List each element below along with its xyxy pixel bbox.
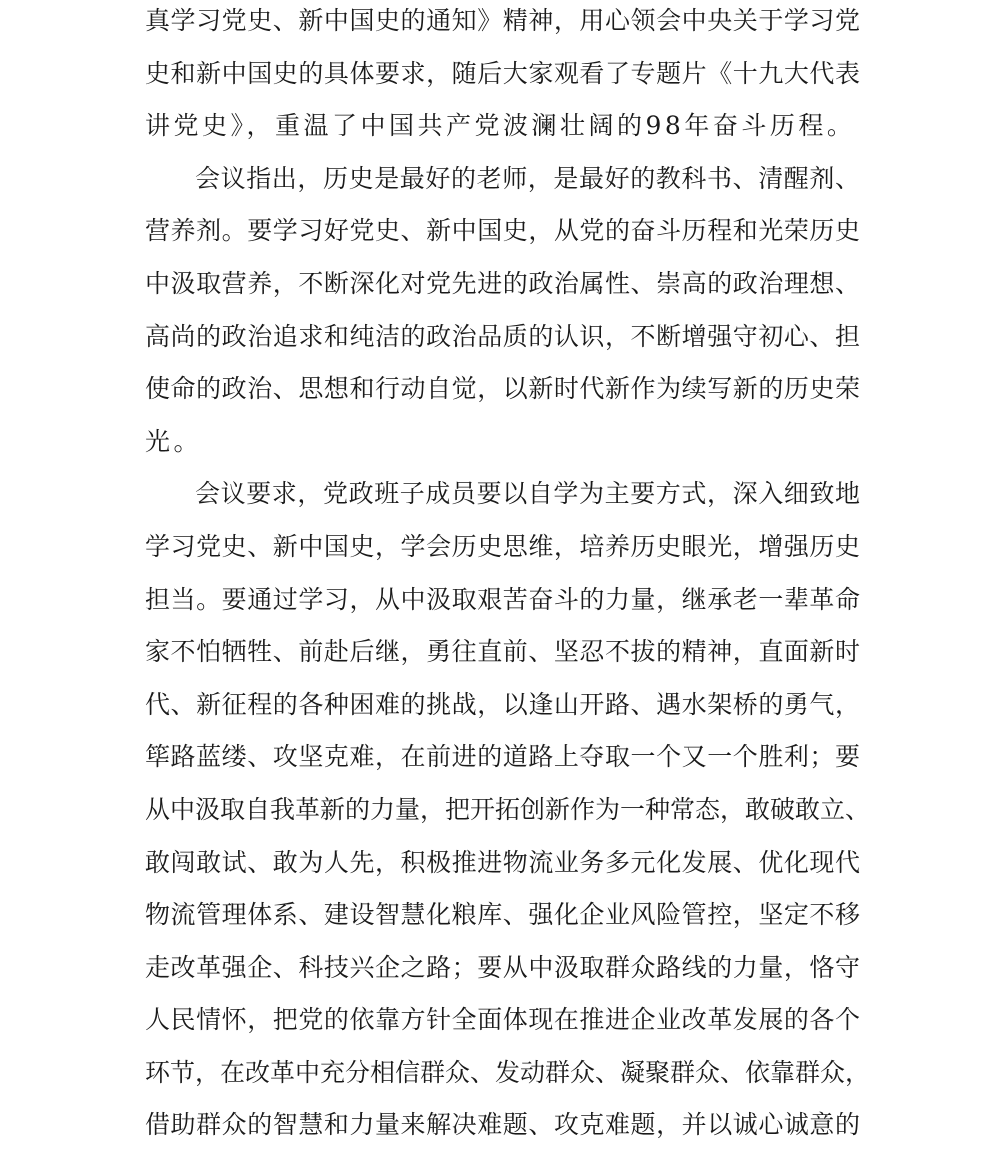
text-line: 营养剂。要学习好党史、新中国史，从党的奋斗历程和光荣历史 xyxy=(145,216,860,246)
text-line: 代、新征程的各种困难的挑战，以逢山开路、遇水架桥的勇气， xyxy=(145,689,860,719)
text-line: 光。 xyxy=(145,426,203,456)
text-line: 学习党史、新中国史，学会历史思维，培养历史眼光，增强历史 xyxy=(145,531,860,561)
text-line: 真学习党史、新中国史的通知》精神，用心领会中央关于学习党 xyxy=(145,6,860,35)
text-line: 环节，在改革中充分相信群众、发动群众、凝聚群众、依靠群众， xyxy=(145,1057,871,1087)
text-line: 敢闯敢试、敢为人先，积极推进物流业务多元化发展、优化现代 xyxy=(145,847,860,877)
text-line: 家不怕牺牲、前赴后继，勇往直前、坚忍不拔的精神，直面新时 xyxy=(145,637,860,667)
text-line: 讲党史》，重温了中国共产党波澜壮阔的98年奋斗历程。 xyxy=(145,111,856,141)
document-page xyxy=(145,0,871,1152)
text-line: 人民情怀，把党的依靠方针全面体现在推进企业改革发展的各个 xyxy=(145,1005,860,1035)
text-line: 史和新中国史的具体要求，随后大家观看了专题片《十九大代表 xyxy=(145,58,860,88)
text-line: 物流管理体系、建设智慧化粮库、强化企业风险管控，坚定不移 xyxy=(145,900,860,930)
text-line: 使命的政治、思想和行动自觉，以新时代新作为续写新的历史荣 xyxy=(145,374,860,404)
text-line: 走改革强企、科技兴企之路；要从中汲取群众路线的力量，恪守 xyxy=(145,952,860,982)
text-line: 担当。要通过学习，从中汲取艰苦奋斗的力量，继承老一辈革命 xyxy=(145,584,860,614)
paragraph-first-line: 会议要求，党政班子成员要以自学为主要方式，深入细致地 xyxy=(195,479,860,509)
text-line: 中汲取营养，不断深化对党先进的政治属性、崇高的政治理想、 xyxy=(145,268,860,298)
text-line: 从中汲取自我革新的力量，把开拓创新作为一种常态，敢破敢立、 xyxy=(145,794,871,824)
text-line: 借助群众的智慧和力量来解决难题、攻克难题，并以诚心诚意的 xyxy=(145,1110,860,1140)
text-line: 筚路蓝缕、攻坚克难，在前进的道路上夺取一个又一个胜利；要 xyxy=(145,742,860,772)
text-line: 高尚的政治追求和纯洁的政治品质的认识，不断增强守初心、担 xyxy=(145,321,860,351)
paragraph-first-line: 会议指出，历史是最好的老师，是最好的教科书、清醒剂、 xyxy=(195,163,860,193)
